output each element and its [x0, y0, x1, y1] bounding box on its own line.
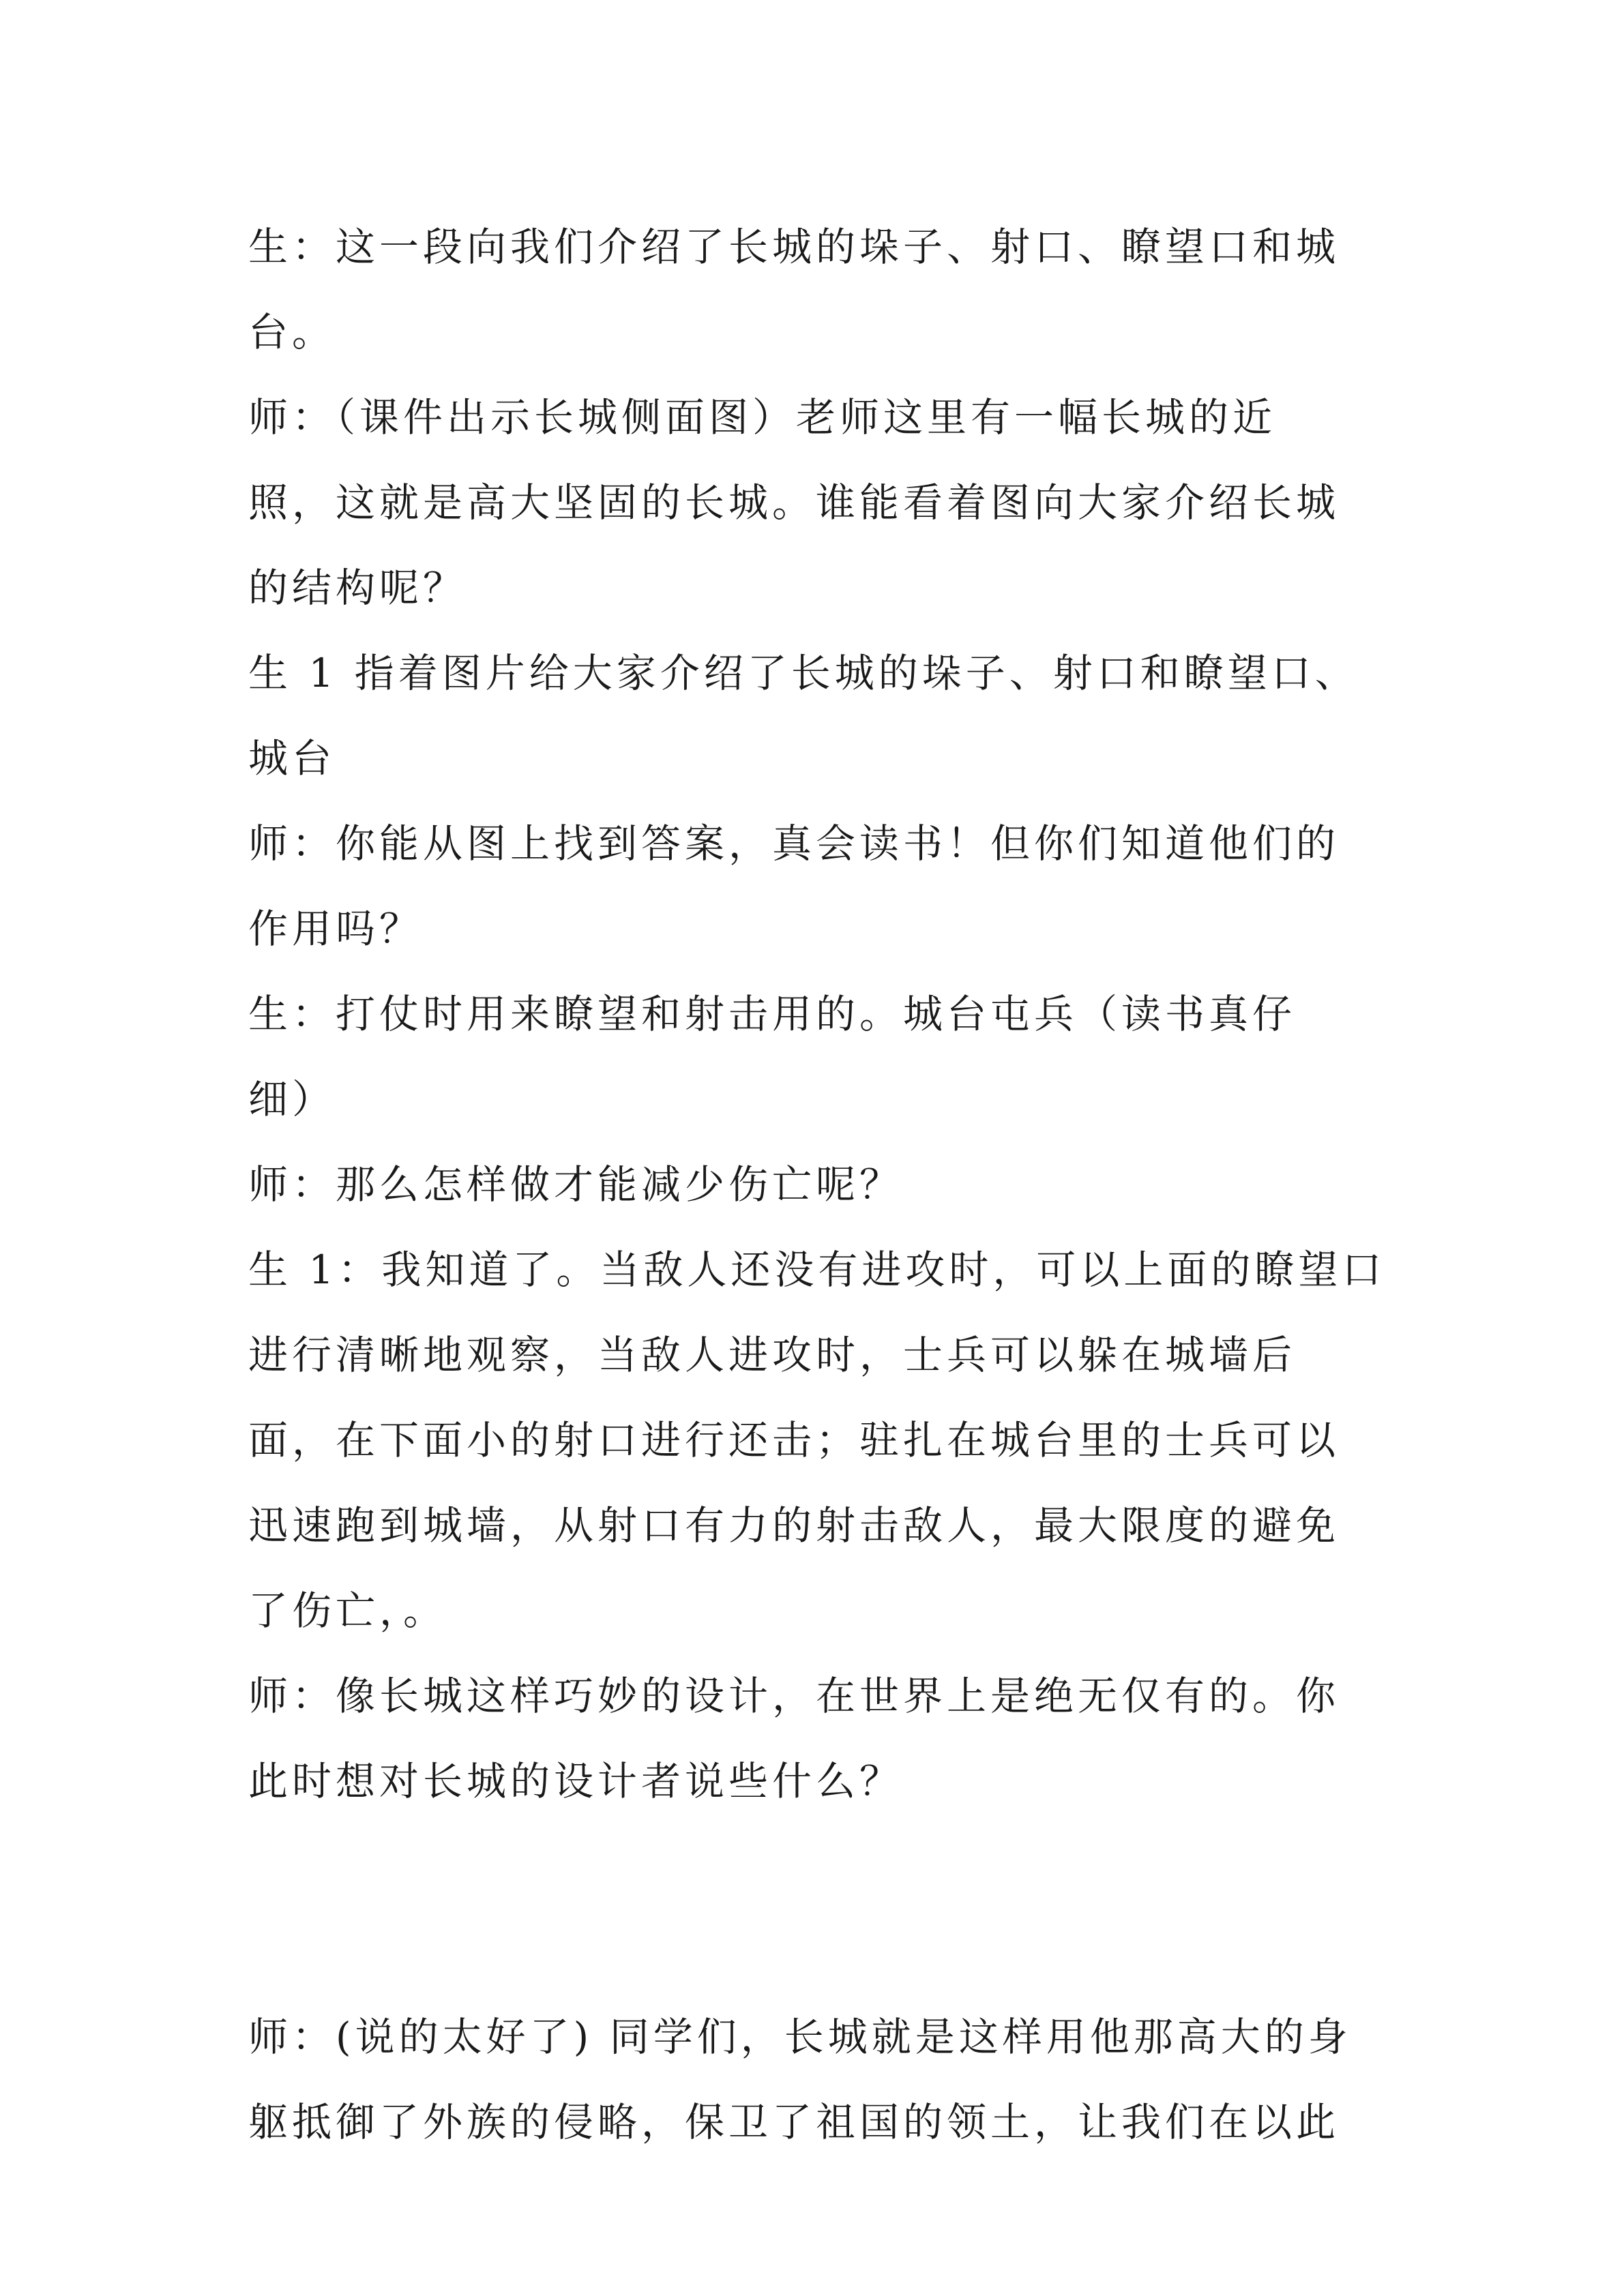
text-line: 生 1：我知道了。当敌人还没有进攻时，可以上面的瞭望口 [248, 1247, 1386, 1293]
text-line: 师：像长城这样巧妙的设计，在世界上是绝无仅有的。你 [248, 1673, 1340, 1719]
text-line: 的结构呢？ [248, 565, 467, 611]
text-line: 生 1 指着图片给大家介绍了长城的垛子、射口和瞭望口、 [248, 650, 1359, 696]
text-line: 师：那么怎样做才能减少伤亡呢？ [248, 1161, 904, 1208]
text-line: 作用吗？ [248, 906, 424, 952]
text-line: 迅速跑到城墙，从射口有力的射击敌人，最大限度的避免 [248, 1502, 1340, 1549]
text-line: 师：（课件出示长城侧面图）老师这里有一幅长城的近 [248, 394, 1277, 441]
document-body [248, 205, 1394, 2165]
paragraph-gap [248, 1824, 1394, 1995]
text-line: 生：打仗时用来瞭望和射击用的。城台屯兵（读书真仔 [248, 991, 1297, 1037]
text-line: 进行清晰地观察，当敌人进攻时，士兵可以躲在城墙后 [248, 1332, 1297, 1378]
text-line: 生：这一段向我们介绍了长城的垛子、射口、瞭望口和城 [248, 224, 1340, 270]
text-line: 细） [248, 1076, 336, 1122]
text-line: 师：你能从图上找到答案，真会读书！但你们知道他们的 [248, 820, 1340, 867]
text-line: 照，这就是高大坚固的长城。谁能看着图向大家介绍长城 [248, 479, 1340, 526]
text-line: 此时想对长城的设计者说些什么？ [248, 1758, 904, 1804]
text-line: 面，在下面小的射口进行还击；驻扎在城台里的士兵可以 [248, 1417, 1340, 1463]
text-line: 师：(说的太好了) 同学们，长城就是这样用他那高大的身 [248, 2014, 1352, 2060]
text-line: 躯抵御了外族的侵略，保卫了祖国的领土，让我们在以此 [248, 2099, 1340, 2145]
text-line: 台。 [248, 309, 336, 355]
text-line: 城台 [248, 735, 336, 781]
text-line: 了伤亡，。 [248, 1587, 447, 1634]
